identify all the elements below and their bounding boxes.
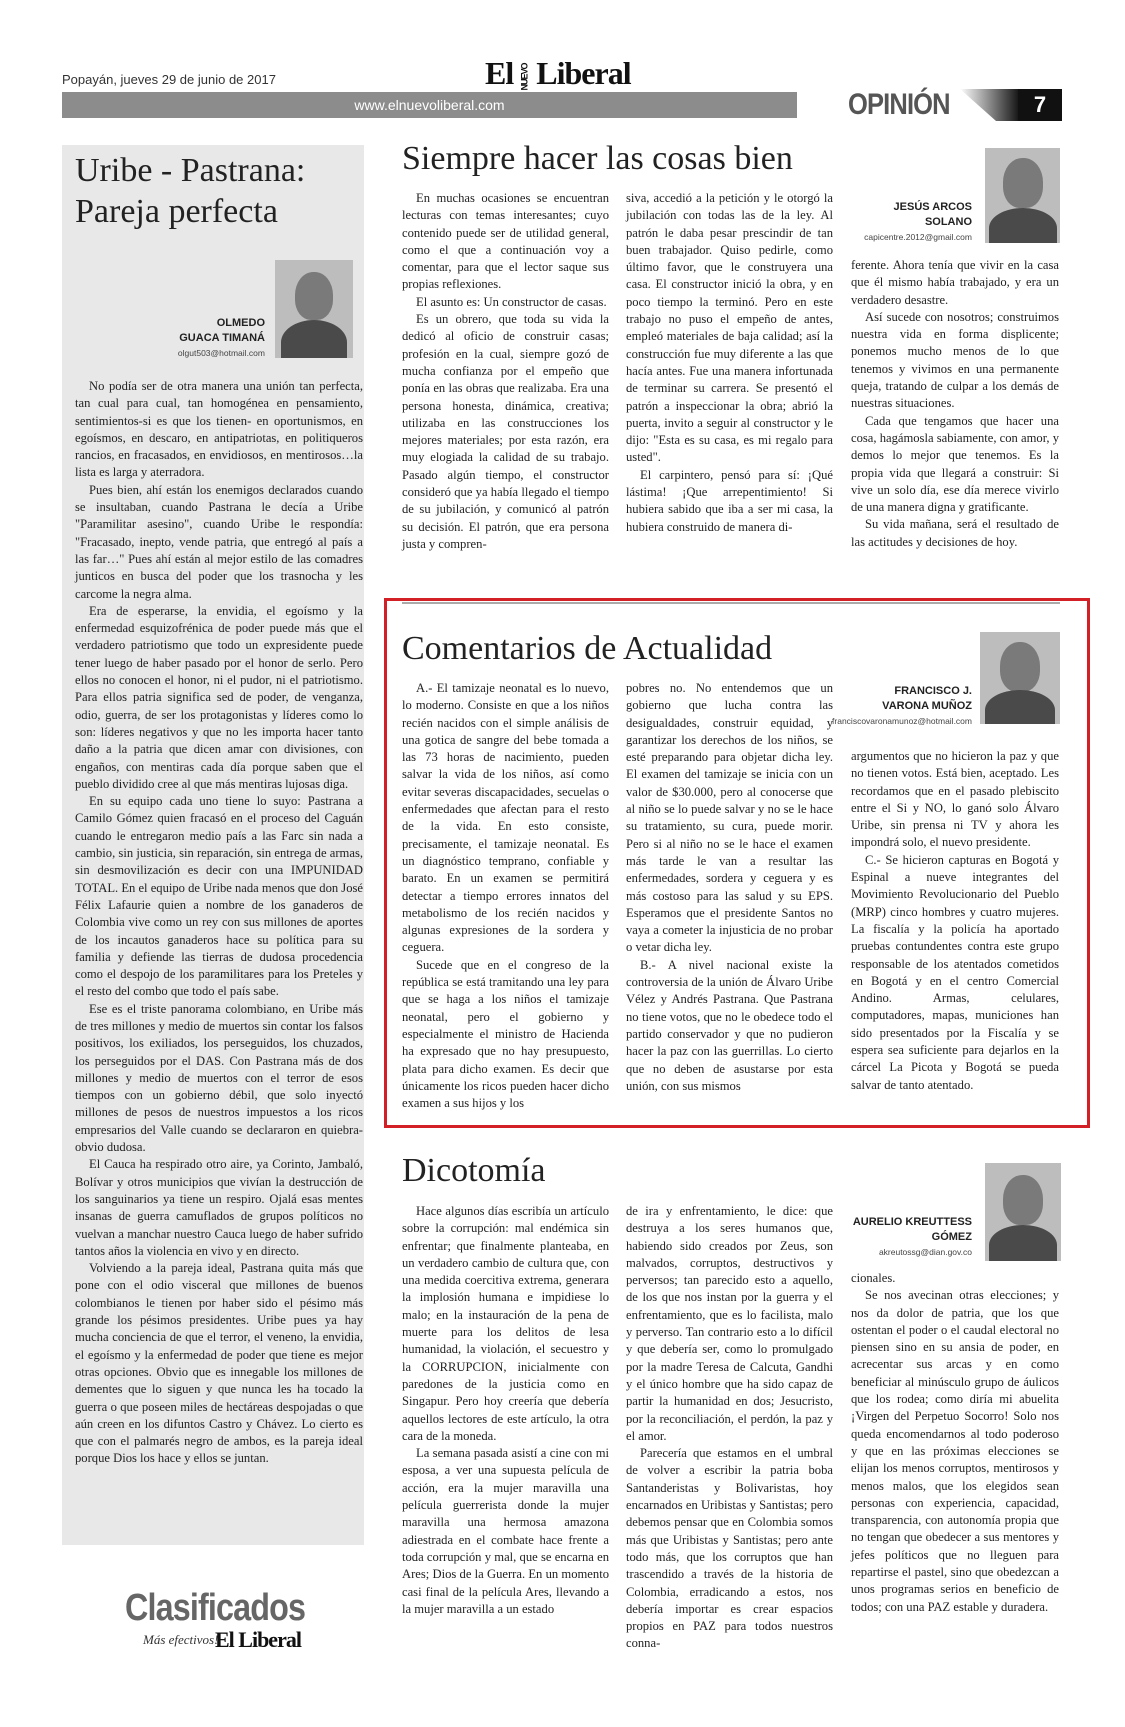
paragraph: El asunto es: Un constructor de casas. [416,294,607,309]
paragraph: ferente. Ahora tenía que vivir en la casa que él mismo había trabajado, y era un verdadero desastre. [851,258,1059,307]
paragraph: Ese es el triste panorama colombiano, en Uribe más de tres millones y medio de muertos sin contar los falsos positivos, los exiliados, los perseguidos, los chuzados, los perseguidos por el DAS. Con Pastrana más de dos millones y medio de muertos con el terror de esos tiempos con un gobierno débil, que solo inyectó millones de pesos de nuestros impuestos a los ricos empresarios del Valle cuando se declararon en quiebra-obvio dudosa. [75,1001,363,1155]
paragraph: Volviendo a la pareja ideal, Pastrana quita más que pone con el odio visceral que millones de buenos colombianos le tienen por haber sido el pésimo más grande los pésimos presidentes. Uribe pues ya hay mucha conciencia de que el terror, el veneno, la envidia, el egoísmo y la enfermedad de poder que tiene es mejor otras opciones. Obvio que es innegable los millones de dementes que lo siguen y que nunca les ha tocado la guerra o que poseen miles de hectáreas despojadas o que aún creen en los difuntos Castro y Chávez. Lo cierto es que con el palmarés negro de ambos, es la pareja ideal porque Dios los hace y ellos se juntan. [75,1261,363,1466]
article-title: Dicotomía [402,1152,546,1189]
paragraph: siva, accedió a la petición y le otorgó la jubilación con todas las de la ley. Al patrón le daba pesar prescindir de tan buen trabajador. Quiso pedirle, como último favor, que le construyera una casa. El constructor inició la obra, y en poco tiempo la terminó. Pero en este trabajo no puso el empeño de antes, empleó materiales de baja calidad; así la construcción fue muy diferente a las que hacía antes. Fue una manera infortunada de terminar su carrera. Se presentó el patrón a inspeccionar la obra; abrió la puerta, invito a seguir al constructor y le dijo: "Esta es su casa, es mi regalo para usted". [626,191,833,465]
author-photo [275,260,353,358]
section-title: OPINIÓN [848,88,950,121]
article-column-3 [851,257,1059,551]
paragraph: C.- Se hicieron capturas en Bogotá y Espinal a nueve integrantes del Movimiento Revolucionario del Pueblo (MRP) cinco hombres y cuatro mujeres. La fiscalía y la policía ha aportado pruebas contundentes contra este grupo responsable de los atentados cometidos en Bogotá y en el centro Comercial Andino. Armas, celulares, computadores, mapas, municiones han sido presentados por la Fiscalía y se espera sea suficiente para dejarlos en la cárcel La Picota y Bogotá se pueda salvar de tanto atentado. [851,852,1059,1092]
paragraph: El Cauca ha respirado otro aire, ya Corinto, Jambaló, Bolívar y otros municipios que vivían la destrucción de los sanguinarios ya tiene un respiro. Ojalá esas mentes insanas de guerra camuflados de grupos políticos no vuelvan a manchar nuestro Cauca luego de haber sufrido tantos años la violencia en vivo y en directo. [75,1157,363,1258]
classifieds-tagline: Más efectivos! [143,1632,219,1647]
article-column-1 [402,680,609,1112]
author-photo [985,1163,1061,1261]
classifieds-title: Clasificados [125,1587,306,1629]
paragraph: argumentos que no hicieron la paz y que no tienen votos. Está bien, aceptado. Les recordamos que en el pasado plebiscito entre el Si y NO, lo ganó solo Álvaro Uribe, sin prensa ni TV y ahora les impondrá solo, el nuevo presidente. [851,749,1059,850]
paragraph: La semana pasada asistí a cine con mi esposa, a ver una supuesta película de acción, era la mujer maravilla una película guerrerista donde la mujer maravilla una hermosa amazona adiestrada en el combate hace frente a toda corrupción y mal, que se encarna en Ares; Dios de la Guerra. En un momento casi final de la película Ares, llevando a la mujer maravilla a un estado [402,1446,609,1616]
paragraph: Así sucede con nosotros; construimos nuestra vida en forma displicente; ponemos mucho menos de lo que tenemos y vivimos en una permanente queja, tratando de culpar a los demás de nuestras situaciones. [851,309,1059,411]
article-body [75,378,363,1468]
paragraph: B.- A nivel nacional existe la controversia de la unión de Álvaro Uribe Vélez y Andrés Pastrana. Que Pastrana no tiene votos, que no le obedece todo el partido conservador y que no pudieron hacer la paz con las guerrillas. Lo cierto que no deben de asustarse por esta unión, con sus mismos [626,957,833,1093]
author-email[interactable]: akreutossg@dian.gov.co [878,1247,972,1257]
author-email[interactable]: capicentre.2012@gmail.com [864,232,972,242]
paragraph: No podía ser de otra manera una unión tan perfecta, tan cual para cual, tan homogénea en pensamiento, sentimientos-si es que los tienen- en oportunismos, en egoísmos, en descaro, en antipatriotas, en politiqueros rancios, en fracasados, en envidiosos, en mentirosos…la lista es larga y aterradora. [75,379,363,480]
article-title: Siempre hacer las cosas bien [402,140,793,177]
dateline: Popayán, jueves 29 de junio de 2017 [62,72,276,87]
paragraph: Su vida mañana, será el resultado de las actitudes y decisiones de hoy. [851,517,1059,549]
article-column-1 [402,190,609,553]
paragraph: Se nos avecinan otras elecciones; y nos da dolor de patria, que los que ostentan el poder o el caudal electoral no piensen sino en su ansia de poder, en acrecentar sus arcas y en como beneficiar al minúsculo grupo de áulicos que los rodea; como diría mi abuelita ¡Virgen del Perpetuo Socorro! Solo nos queda encomendarnos al todo poderoso y que en las próximas elecciones se elijan los menos corruptos, mentirosos y menos malos, que los elegidos sean personas con experiencia, capacidad, transparencia, con autonomía propia que no tengan que obedecer a sus mentores y jefes políticos que no lleguen para repartirse el pastel, sino que obedezcan a unos programas serios en beneficio de todos; con una PAZ estable y duradera. [851,1288,1059,1614]
paragraph: Es un obrero, que toda su vida la dedicó al oficio de construir casas; profesión en la cual, siempre gozó de mucha confianza por el empeño que ponía en las obras que realizaba. Era una persona honesta, dinámica, creativa; utilizaba en las construcciones los mejores materiales; por esta razón, era muy elogiada la calidad de su trabajo. Pasado algún tiempo, el constructor consideró que ya había llegado el tiempo de su jubilación, y comunicó al patrón su decisión. El patrón, que era persona justa y compren- [402,312,609,551]
paragraph: Pues bien, ahí están los enemigos declarados cuando se insultaban, cuando Pastrana le decía a Uribe "Paramilitar asesino", cuando Uribe le respondía: "Fracasado, inepto, vende patria, que entregó al país a las far…" Pues ahí están al mejor estilo de las comadres junticos en busca del poder que los trasnocha y les carcome la negra alma. [75,482,363,601]
header-wedge-decoration [960,89,1020,121]
paragraph: Sucede que en el congreso de la república se está tramitando una ley para que se haga a los niños el tamizaje neonatal, pero el gobierno y especialmente el ministro de Hacienda ha expresado que no hay presupuesto, plata para dicho examen. Es decir que únicamente los ricos pueden hacer dicho examen a sus hijos y los [402,957,609,1111]
paragraph: Era de esperarse, la envidia, el egoísmo y la enfermedad esquizofrénica de poder puede más que el verdadero patriotismo que todo un expresidente puede tener luego de haber pasado por el honor de serlo. Pero ellos no conocen el honor, ni el pudor, ni el patriotismo. Para ellos patria significa sed de poder, de venganza, odio, guerra, de ser los protagonistas y líderes como lo son: líderes negativos y que no les importa hacer tanto daño a la patria que dicen amar con divisiones, con engaños, con mentiras cada día porque saben que el pueblo dividido cree al que más mentiras lujosas diga. [75,603,363,791]
author-photo [980,632,1060,724]
article-column-2 [626,1203,833,1653]
paragraph: cionales. [851,1271,896,1285]
article-column-2 [626,680,833,1095]
paragraph: En muchas ocasiones se encuentran lecturas con temas interesantes; cuyo contenido puede ser de utilidad general, como el que a continuación voy a comentar, para que el lector saque sus propias reflexiones. [402,191,609,292]
author-name: OLMEDO GUACA TIMANÁ [179,317,265,344]
author-name: JESÚS ARCOS SOLANO [893,201,972,228]
page-number: 7 [1018,89,1062,121]
newspaper-logo: El NUEVO Liberal [485,55,631,91]
author-name: FRANCISCO J. VARONA MUÑOZ [882,685,972,712]
article-title: Comentarios de Actualidad [402,630,773,667]
article-column-3 [851,748,1059,1094]
paragraph: Cada que tengamos que hacer una cosa, hagámosla sabiamente, con amor, y demos lo mejor que tenemos. Es la propia vida que llegará a construir: Si vive un solo día, ese día merece vivirlo de una manera digna y gratificante. [851,413,1059,515]
author-photo [985,148,1060,243]
author-email[interactable]: olgut503@hotmail.com [177,348,265,358]
article-column-2 [626,190,833,536]
author-name: AURELIO KREUTTESS GÓMEZ [852,1216,972,1243]
classifieds-logo: El Liberal [215,1627,301,1652]
author-email[interactable]: franciscovaronamunoz@hotmail.com [832,716,972,726]
article-column-1 [402,1203,609,1618]
article-column-3 [851,1270,1059,1616]
paragraph: Hace algunos días escribía un artículo sobre la corrupción: mal endémica sin enfrentar; que finalmente planteaba, en un verdadero cambio de cultura que, con una medida coercitiva extrema, generara la implosión humana e impidiese lo malo; en la instauración de la pena de muerte para los delitos de lesa humanidad, la violación, el secuestro y la CORRUPCION, inicialmente con paredones de la justicia como en Singapur. Pero hoy creería que debería aquellos lectores de este artículo, la otra cara de la moneda. [402,1204,609,1443]
paragraph: El carpintero, pensó para sí: ¡Qué lástima! ¡Que arrepentimiento! Si hubiera sabido que iba a ser mi casa, la hubiera construido de manera di- [626,467,833,534]
paragraph: de ira y enfrentamiento, le dice: que destruya a los seres humanos que, habiendo sido creados por Zeus, son malvados, corruptos, destructivos y perversos; tan parecido esto a aquello, de los que nos instan por la guerra y el enfrentamiento, que es lo facilista, malo y perverso. Tan contrario esto a lo difícil y que debería ser, como lo promulgado por la madre Teresa de Calcuta, Gandhi y el único hombre que ha sido capaz de partir la humanidad en dos; Jesucristo, por la reconciliación, el perdón, la paz y el amor. [626,1204,833,1443]
article-title: Uribe - Pastrana: Pareja perfecta [75,152,306,230]
paragraph: En su equipo cada uno tiene lo suyo: Pastrana a Camilo Gómez quien fracasó en el proceso del Caguán cuando le entregaron medio país a las Farc sin nada a cambio, sin justicia, sin reparación, sin entrega de armas, sin desmovilización es decir con una IMPUNIDAD TOTAL. En el equipo de Uribe nada menos que don José Félix Lafaurie quien a nombre de los ganaderos de Colombia vive como un rey con sus millones de aportes de los incautos ganaderos hace su política para su familia y defiende las tierras de dudosa procedencia como el despojo de los paramilitares para los Preteles y el resto del combo que todo el país sabe. [75,794,363,999]
paragraph: A.- El tamizaje neonatal es lo nuevo, lo moderno. Consiste en que a los niños recién nacidos con el simple análisis de una gotica de sangre del bebe tomada a las 73 horas de nacimiento, pueden salvar la vida de los niños, así como evitar severas discapacidades, secuelas o enfermedades que afectan para el resto de la vida. En esto consiste, precisamente, el tamizaje neonatal. Es un diagnóstico temprano, confiable y barato. En un examen se permitirá detectar a tiempo errores innatos del metabolismo de los recién nacidos y algunas expresiones de la sordera y ceguera. [402,681,609,955]
paragraph: Parecería que estamos en el umbral de volver a escribir la patria boba Santanderistas y Bolivaristas, hoy encarnados en Uribistas y Santistas; pero debemos pensar que en Colombia somos más que Uribistas y Santistas; pero ante todo más, que los corruptos que han trascendido a través de la historia de Colombia, erradicando a estos, nos debería importar es crear espacios propios en PAZ para todos nuestros conna- [626,1446,833,1651]
paragraph: pobres no. No entendemos que un gobierno que lucha contra las desigualdades, construir equidad, y garantizar los derechos de los niños, se esté preparando para objetar dicha ley. El examen del tamizaje se inicia con un valor de $30.000, pero al conocerse que al niño se lo puede salvar y no se le hace su tratamiento, su cura, puede morir. Pero si al niño no se le hace el examen más tarde le van a resultar las enfermedades, sordera y ceguera y es más costoso para las salud y su EPS. Esperamos que el presidente Santos no vaya a cometer la injusticia de no probar o vetar dicha ley. [626,681,833,955]
website-url[interactable]: www.elnuevoliberal.com [354,97,505,113]
